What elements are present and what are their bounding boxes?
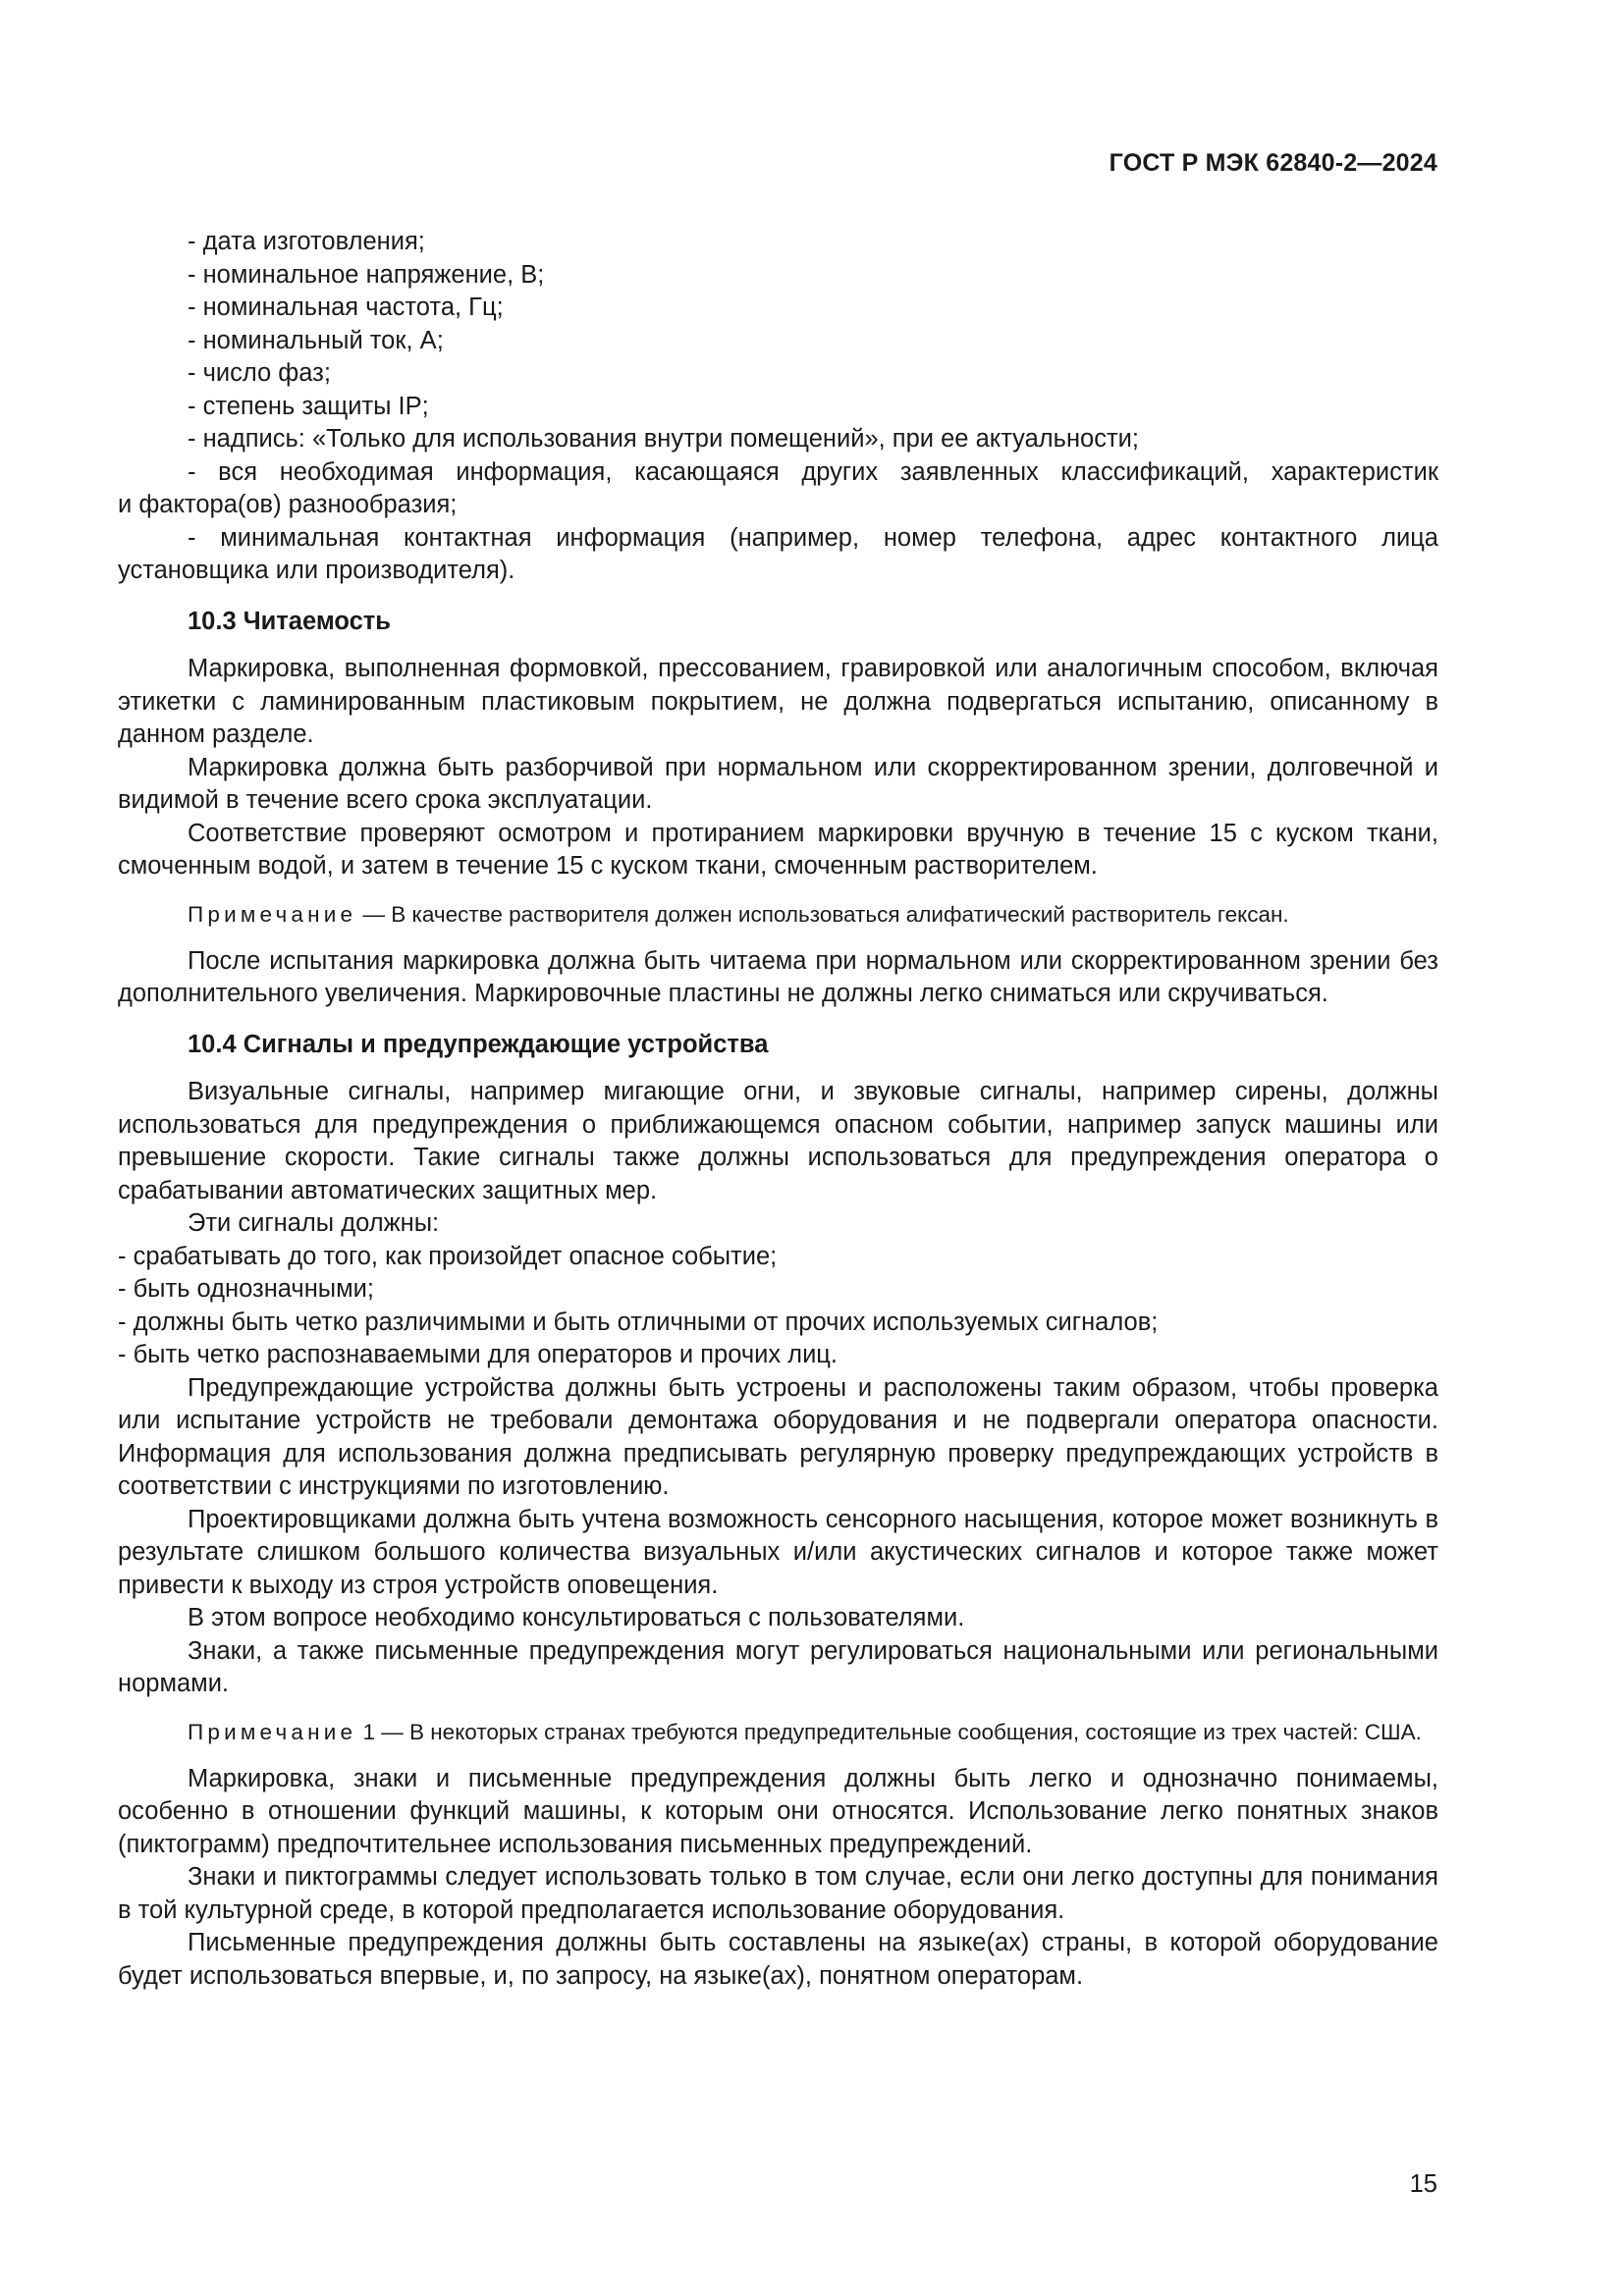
paragraph: Письменные предупреждения должны быть составлены на языке(ах) страны, в которой оборудование будет использоваться впервые, и, по запросу, на языке(ах), понятном операторам.: [118, 1929, 1438, 1990]
section-heading-10-4: 10.4 Сигналы и предупреждающие устройства: [188, 1030, 769, 1058]
paragraph: Знаки и пиктограммы следует использовать только в том случае, если они легко доступны для понимания в той культурной среде, в которой предполагается использование оборудования.: [118, 1863, 1438, 1924]
note-label: Примечание: [188, 1719, 357, 1744]
document-code-header: ГОСТ Р МЭК 62840-2—2024: [1109, 149, 1437, 177]
note: [118, 899, 1438, 930]
paragraph: После испытания маркировка должна быть читаема при нормальном или скорректированном зрении без дополнительного увеличения. Маркировочные пластины не должны легко сниматься или скручиваться.: [118, 946, 1438, 1007]
list-item: - номинальное напряжение, В;: [188, 260, 545, 289]
list-item: - быть четко распознаваемыми для операторов и прочих лиц.: [118, 1341, 839, 1368]
paragraph: Знаки, а также письменные предупреждения могут регулироваться национальными или региональными нормами.: [118, 1636, 1438, 1697]
list-item: - степень защиты IP;: [188, 392, 429, 420]
paragraph: Предупреждающие устройства должны быть устроены и расположены таким образом, чтобы проверка или испытание устройств не требовали демонтажа оборудования и не подвергали оператора опасности. Информация для использования должна предписывать регулярную проверку предупреждающих устройств в соответствии с инструкциями по изготовлению.: [118, 1373, 1438, 1500]
paragraph: Визуальные сигналы, например мигающие огни, и звуковые сигналы, например сирены, должны использоваться для предупреждения о приближающемся опасном событии, например запуск машины или превышение скорости. Такие сигналы также должны использоваться для предупреждения оператора о срабатывании автоматических защитных мер.: [118, 1078, 1438, 1204]
paragraph: В этом вопросе необходимо консультироваться с пользователями.: [188, 1604, 965, 1631]
list-item: - номинальный ток, А;: [188, 326, 444, 354]
note-text: 1 — В некоторых странах требуются предупредительные сообщения, состоящие из трех частей: США.: [356, 1719, 1422, 1744]
list-item-continuation: установщика или производителя).: [118, 557, 515, 584]
paragraph: Маркировка, знаки и письменные предупреждения должны быть легко и однозначно понимаемы, особенно в отношении функций машины, к которым они относятся. Использование легко понятных знаков (пиктограмм) предпочтительнее использования письменных предупреждений.: [118, 1764, 1438, 1858]
list-item: - быть однозначными;: [118, 1275, 374, 1303]
paragraph: Маркировка, выполненная формовкой, прессованием, гравировкой или аналогичным способом, включая этикетки с ламинированным пластиковым покрытием, не должна подвергаться испытанию, описанному в данном разделе.: [118, 655, 1438, 748]
list-item: - номинальная частота, Гц;: [188, 294, 504, 321]
list-item: - дата изготовления;: [188, 228, 425, 255]
list-item: - минимальная контактная информация (например, номер телефона, адрес контактного лица: [188, 523, 1438, 552]
list-item: - вся необходимая информация, касающаяся других заявленных классификаций, характеристик: [188, 457, 1438, 486]
paragraph: Эти сигналы должны:: [188, 1209, 440, 1237]
list-item-continuation: и фактора(ов) разнообразия;: [118, 491, 458, 518]
note: [118, 1717, 1438, 1747]
list-item: - число фаз;: [188, 359, 331, 387]
page-number: 15: [1409, 2170, 1437, 2198]
note-label: Примечание: [188, 901, 357, 927]
list-item: - надпись: «Только для использования внутри помещений», при ее актуальности;: [188, 425, 1139, 453]
list-item: - срабатывать до того, как произойдет опасное событие;: [118, 1242, 778, 1270]
list-item: - должны быть четко различимыми и быть отличными от прочих используемых сигналов;: [118, 1308, 1159, 1336]
page-content: [118, 226, 1438, 1993]
section-heading-10-3: 10.3 Читаемость: [188, 607, 391, 635]
paragraph: Маркировка должна быть разборчивой при нормальном или скорректированном зрении, долговечной и видимой в течение всего срока эксплуатации.: [118, 753, 1438, 814]
note-text: — В качестве растворителя должен использоваться алифатический растворитель гексан.: [356, 901, 1289, 927]
paragraph: Соответствие проверяют осмотром и протиранием маркировки вручную в течение 15 с куском ткани, смоченным водой, и затем в течение 15 с куском ткани, смоченным растворителем.: [118, 819, 1438, 880]
paragraph: Проектировщиками должна быть учтена возможность сенсорного насыщения, которое может возникнуть в результате слишком большого количества визуальных и/или акустических сигналов и которое также может привести к выходу из строя устройств оповещения.: [118, 1505, 1438, 1599]
